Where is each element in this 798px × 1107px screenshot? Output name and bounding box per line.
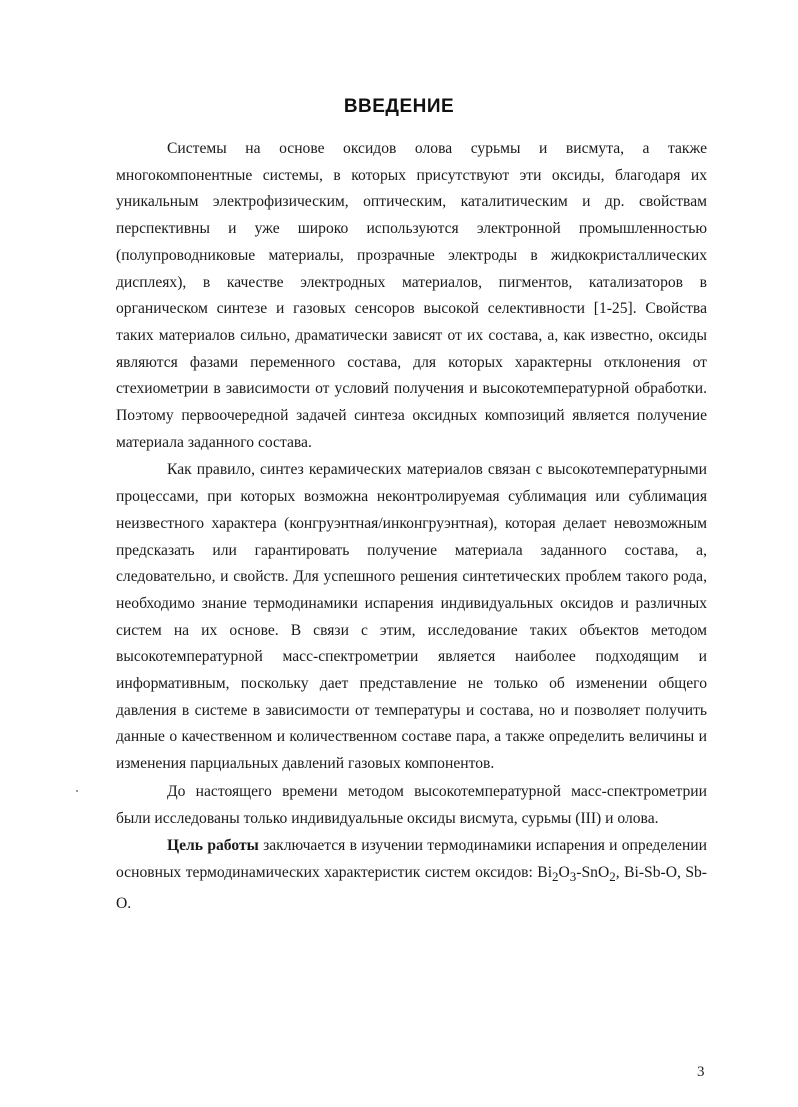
scan-speck bbox=[76, 790, 78, 792]
goal-text-3: -SnO bbox=[576, 863, 610, 881]
page-number: 3 bbox=[697, 1064, 705, 1080]
paragraph-systems-overview: Системы на основе оксидов олова сурьмы и висмута, а также многокомпонентные системы, в которых присутствуют эти оксиды, благодаря их уникальным электрофизическим, оптическим, каталитическим и др. свойствам перспективны и уже широко используются электронной промышленностью (полупроводниковые материалы, прозрачные электроды в жидкокристаллических дисплеях), в качестве электродных материалов, пигментов, катализаторов в органическом синтезе и газовых сенсоров высокой селективности [1-25]. Свойства таких материалов сильно, драматически зависят от их состава, а, как известно, оксиды являются фазами переменного состава, для которых характерны отклонения от стехиометрии в зависимости от условий получения и высокотемпературной обработки. Поэтому первоочередной задачей синтеза оксидных композиций является получение материала заданного состава. bbox=[116, 140, 707, 451]
paragraph-synthesis-problem: Как правило, синтез керамических материалов связан с высокотемпературными процессами, при которых возможна неконтролируемая сублимация или сублимация неизвестного характера (конгруэнтная/инконгруэнтная), которая делает невозможным предсказать или гарантировать получение материала заданного состава, а, следовательно, и свойств. Для успешного решения синтетических проблем такого рода, необходимо знание термодинамики испарения индивидуальных оксидов и различных систем на их основе. В связи с этим, исследование таких объектов методом высокотемпературной масс-спектрометрии является наиболее подходящим и информативным, поскольку дает представление не только об изменении общего давления в системе в зависимости от температуры и состава, но и позволяет получить данные о качественном и количественном составе пара, а также определить величины и изменения парциальных давлений газовых компонентов. bbox=[116, 461, 707, 773]
goal-sub-3: 2 bbox=[609, 869, 616, 885]
goal-text-2: O bbox=[558, 863, 570, 881]
goal-lead: Цель работы bbox=[167, 837, 259, 855]
goal-sub-1: 2 bbox=[552, 869, 559, 885]
goal-text-1: заключается в изучении термодинамики испарения и определении основных термодинамических характеристик систем оксидов: Bi bbox=[116, 837, 707, 881]
paragraph-prior-research: До настоящего времени методом высокотемпературной масс-спектрометрии были исследованы только индивидуальные оксиды висмута, сурьмы (III) и олова. bbox=[116, 782, 707, 827]
paragraph-goal bbox=[116, 833, 707, 917]
goal-sub-2: 3 bbox=[569, 869, 577, 885]
page-title: ВВЕДЕНИЕ bbox=[343, 96, 455, 117]
goal-text-4: , Bi-Sb-O, Sb-O. bbox=[116, 863, 708, 912]
body-text bbox=[116, 136, 707, 918]
